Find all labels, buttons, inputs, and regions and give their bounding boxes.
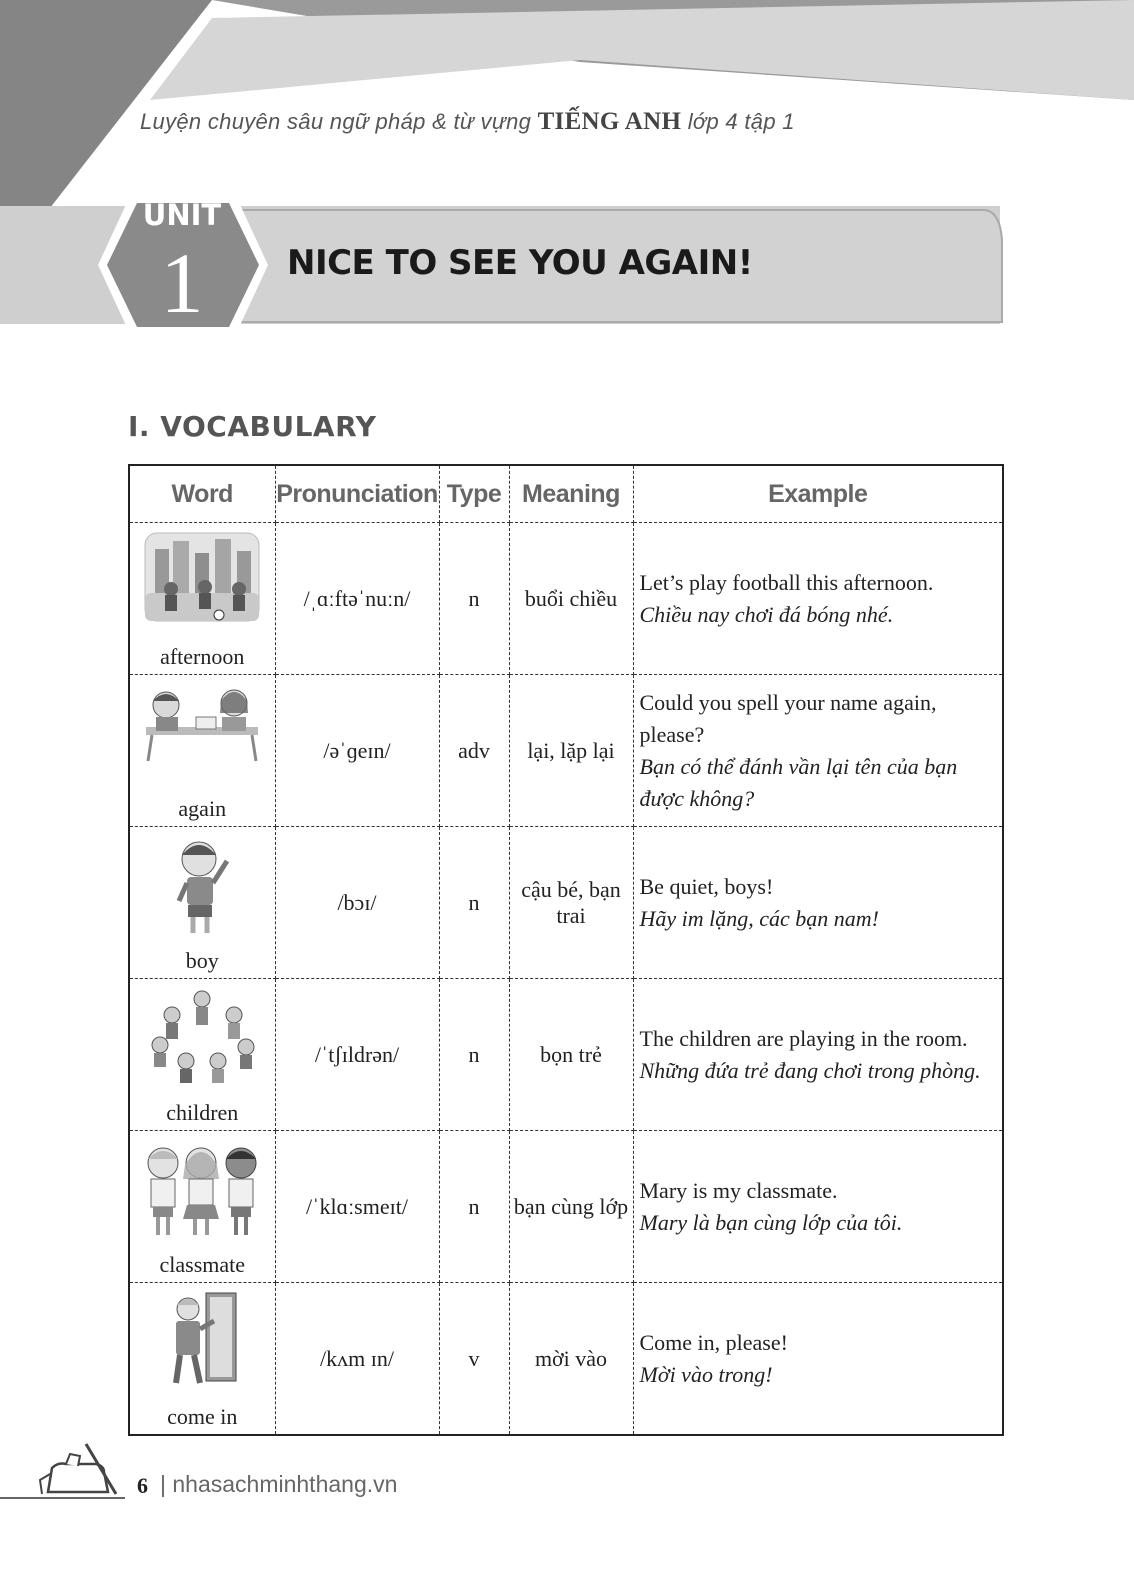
three-classmates-icon: [141, 1139, 263, 1239]
type-cell: v: [439, 1283, 509, 1436]
word-cell: [129, 1131, 275, 1283]
example-english: The children are playing in the room.: [639, 1025, 968, 1051]
meaning-cell: buổi chiều: [509, 523, 633, 675]
pronunciation-cell: /ˈklɑːsmeɪt/: [275, 1131, 439, 1283]
word-label: children: [166, 1100, 239, 1125]
pronunciation-cell: /əˈɡeɪn/: [275, 675, 439, 827]
boy-waving-icon: [167, 835, 237, 939]
example-english: Let’s play football this afternoon.: [639, 569, 934, 595]
website-link: | nhasachminhthang.vn: [160, 1471, 398, 1497]
example-cell: [633, 523, 1003, 675]
word-cell: [129, 827, 275, 979]
section-title: I. VOCABULARY: [128, 410, 377, 443]
word-cell: [129, 979, 275, 1131]
pronunciation-cell: /ˈtʃɪldrən/: [275, 979, 439, 1131]
table-row: [129, 827, 1003, 979]
table-header-row: [129, 465, 1003, 523]
meaning-cell: cậu bé, bạn trai: [509, 827, 633, 979]
table-row: [129, 979, 1003, 1131]
word-label: boy: [185, 948, 219, 973]
example-vietnamese: Chiều nay chơi đá bóng nhé.: [639, 601, 894, 627]
example-vietnamese: Mary là bạn cùng lớp của tôi.: [639, 1209, 903, 1235]
word-cell: [129, 675, 275, 827]
word-label: again: [178, 796, 227, 821]
book-title: Luyện chuyên sâu ngữ pháp & từ vựng TIẾNG ANH lớp 4 tập 1: [140, 108, 795, 135]
header-type: Type: [439, 465, 509, 523]
header-meaning: Meaning: [509, 465, 633, 523]
meaning-cell: bạn cùng lớp: [509, 1131, 633, 1283]
pronunciation-cell: /bɔɪ/: [275, 827, 439, 979]
table-row: [129, 1131, 1003, 1283]
example-english: Be quiet, boys!: [639, 873, 774, 899]
children-circle-icon: [146, 987, 258, 1087]
meaning-cell: mời vào: [509, 1283, 633, 1436]
type-cell: adv: [439, 675, 509, 827]
word-label: afternoon: [160, 644, 245, 669]
unit-number: 1: [160, 235, 204, 331]
kids-playing-football-icon: [143, 531, 261, 623]
example-vietnamese: Mời vào trong!: [639, 1361, 773, 1387]
word-label: come in: [167, 1404, 238, 1429]
example-vietnamese: Bạn có thể đánh vần lại tên của bạn được không?: [639, 753, 958, 811]
table-row: [129, 675, 1003, 827]
page-number: 6: [137, 1473, 148, 1498]
example-cell: [633, 827, 1003, 979]
type-cell: n: [439, 827, 509, 979]
man-at-door-icon: [162, 1291, 242, 1389]
unit-title: NICE TO SEE YOU AGAIN!: [287, 243, 753, 283]
unit-label: UNIT: [142, 198, 222, 232]
word-cell: [129, 1283, 275, 1436]
type-cell: n: [439, 979, 509, 1131]
vocabulary-table: [128, 464, 1004, 1436]
header-example: Example: [633, 465, 1003, 523]
example-english: Come in, please!: [639, 1329, 788, 1355]
type-cell: n: [439, 523, 509, 675]
example-vietnamese: Những đứa trẻ đang chơi trong phòng.: [639, 1057, 981, 1083]
type-cell: n: [439, 1131, 509, 1283]
writing-hand-icon: [0, 1440, 140, 1510]
table-row: [129, 523, 1003, 675]
example-cell: [633, 1283, 1003, 1436]
word-cell: [129, 523, 275, 675]
word-label: classmate: [159, 1252, 246, 1277]
example-vietnamese: Hãy im lặng, các bạn nam!: [639, 905, 880, 931]
example-cell: [633, 675, 1003, 827]
header-pronunciation: Pronunciation: [275, 465, 439, 523]
header-word: Word: [129, 465, 275, 523]
example-english: Mary is my classmate.: [639, 1177, 838, 1203]
example-cell: [633, 979, 1003, 1131]
pronunciation-cell: /ˌɑːftəˈnuːn/: [275, 523, 439, 675]
meaning-cell: bọn trẻ: [509, 979, 633, 1131]
kids-at-desk-icon: [142, 683, 262, 763]
meaning-cell: lại, lặp lại: [509, 675, 633, 827]
example-cell: [633, 1131, 1003, 1283]
pronunciation-cell: /kʌm ɪn/: [275, 1283, 439, 1436]
table-row: [129, 1283, 1003, 1436]
example-english: Could you spell your name again, please?: [639, 689, 937, 747]
